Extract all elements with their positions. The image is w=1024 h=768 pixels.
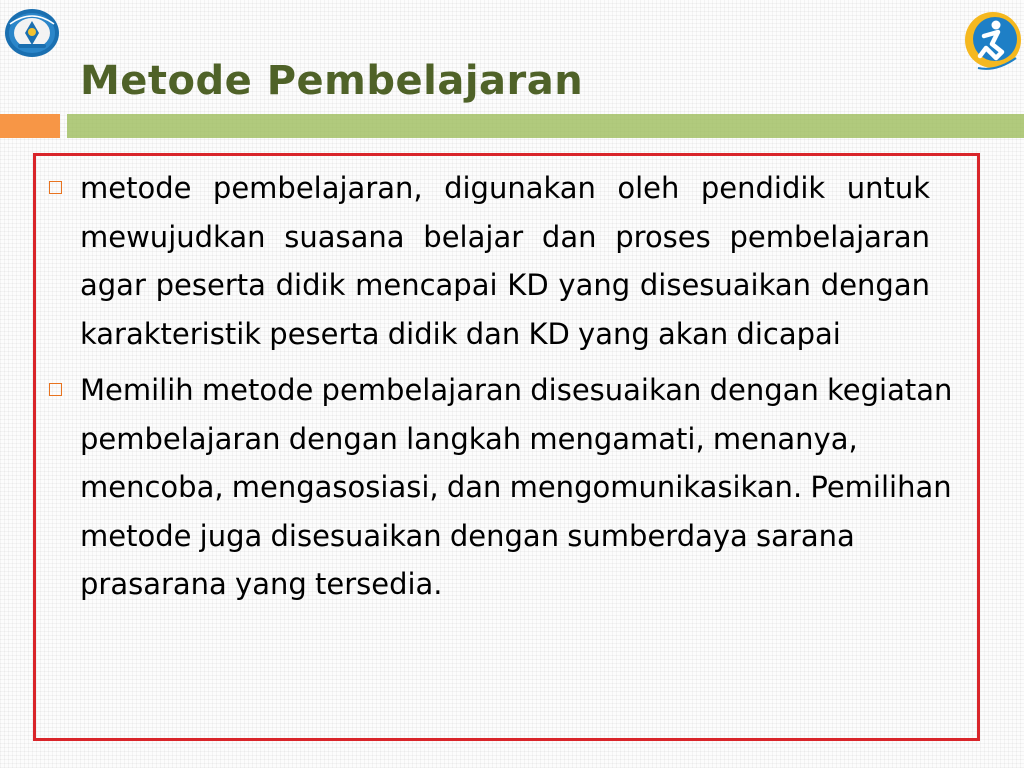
- bullet-item: [36, 366, 976, 609]
- bullet-text: metode pembelajaran, digunakan oleh pendidik untuk mewujudkan suasana belajar dan proses pembelajaran agar peserta didik mencapai KD yang disesuaikan dengan karakteristik peserta didik dan KD yang akan dicapai: [80, 171, 930, 351]
- square-bullet-icon: [49, 383, 62, 396]
- accent-bar-orange: [0, 114, 60, 138]
- bullet-list: [36, 164, 976, 617]
- accent-bar-green: [67, 114, 1024, 138]
- square-bullet-icon: [49, 181, 62, 194]
- bullet-text: Memilih metode pembelajaran disesuaikan dengan kegiatan pembelajaran dengan langkah mengamati, menanya, mencoba, mengasosiasi, dan mengomunikasikan. Pemilihan metode juga disesuaikan dengan sumberdaya sarana prasarana yang tersedia.: [80, 373, 953, 601]
- kurikulum-2013-logo-icon: [960, 6, 1022, 76]
- kemdikbud-logo-icon: [2, 6, 62, 60]
- slide-title: Metode Pembelajaran: [80, 58, 584, 104]
- bullet-item: [36, 164, 976, 358]
